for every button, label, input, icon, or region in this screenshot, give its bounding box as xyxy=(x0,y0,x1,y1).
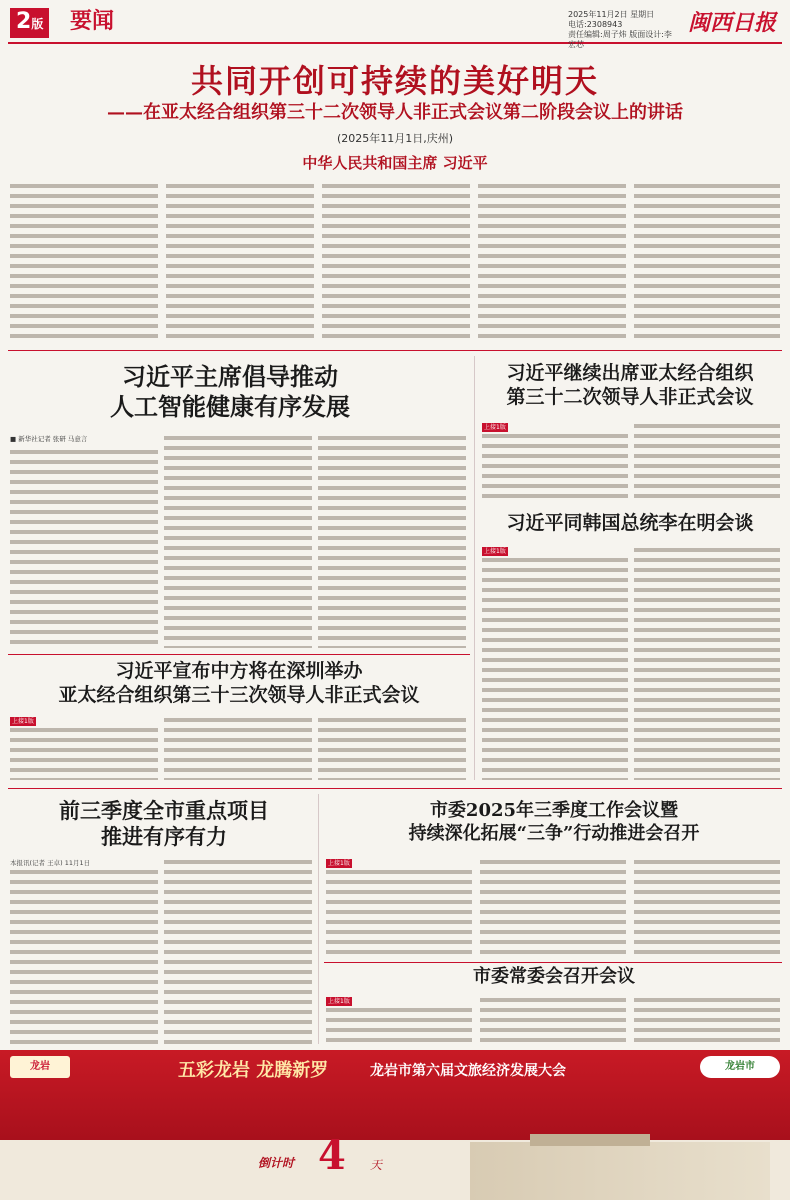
ai-article-source: ■ 新华社记者 张研 马意言 xyxy=(10,435,88,443)
divider xyxy=(324,962,782,963)
shenzhen-body-col-1 xyxy=(10,716,158,780)
masthead xyxy=(8,6,782,49)
divider xyxy=(8,788,782,789)
section-name: 要闻 xyxy=(70,9,115,34)
divider xyxy=(318,794,319,1044)
issue-date: 2025年11月2日 星期日 xyxy=(568,10,655,19)
ad-countdown-label: 倒计时 xyxy=(258,1156,295,1170)
ai-title-line-2: 人工智能健康有序发展 xyxy=(110,392,350,421)
lead-byline: 中华人民共和国主席 习近平 xyxy=(302,154,488,172)
apec-attend-body-col-1 xyxy=(482,422,628,502)
apec-attend-body-col-2 xyxy=(634,422,780,502)
editors: 责任编辑:周子炜 版面设计:李宏芯 xyxy=(568,30,672,49)
page-number: 2版 xyxy=(10,8,49,38)
work-meeting-title xyxy=(326,800,782,845)
ad-countdown-days: 4 xyxy=(318,1132,346,1179)
work-meeting-title-line-2: 持续深化拓展“三争”行动推进会召开 xyxy=(408,822,700,844)
ad-banner xyxy=(0,1050,790,1200)
projects-body-col-1 xyxy=(10,858,158,1044)
apec-attend-title-line-1: 习近平继续出席亚太经合组织 xyxy=(506,362,754,384)
ad-right-logo: 龙岩市 xyxy=(700,1056,780,1078)
projects-source: 本报讯(记者 王卓) 11月1日 xyxy=(10,859,91,867)
korea-body-col-1 xyxy=(482,546,628,780)
ad-building-illustration xyxy=(470,1142,770,1200)
work-meeting-body-col-1 xyxy=(326,858,472,958)
shenzhen-title-line-2: 亚太经合组织第三十三次领导人非正式会议 xyxy=(58,683,420,706)
ai-title-line-1: 习近平主席倡导推动 xyxy=(122,362,338,391)
projects-title-line-2: 推进有序有力 xyxy=(101,824,227,850)
work-meeting-title-line-1: 市委2025年三季度工作会议暨 xyxy=(429,800,679,821)
shenzhen-title-line-1: 习近平宣布中方将在深圳举办 xyxy=(115,660,363,682)
date-block xyxy=(568,10,678,50)
lead-subheadline: ——在亚太经合组织第三十二次领导人非正式会议第二阶段会议上的讲话 xyxy=(107,102,683,123)
lead-body-col-4 xyxy=(478,182,626,342)
lead-body-col-2 xyxy=(166,182,314,342)
lead-dateline: (2025年11月1日,庆州) xyxy=(336,132,454,145)
divider xyxy=(8,654,470,655)
work-meeting-body-col-2 xyxy=(480,858,626,958)
ai-article-title xyxy=(20,362,440,422)
lead-body-col-1 xyxy=(10,182,158,342)
ai-body-col-1 xyxy=(10,448,158,648)
standing-body-col-2 xyxy=(480,996,626,1044)
ad-title: 五彩龙岩 龙腾新罗 xyxy=(178,1060,329,1081)
standing-body-col-3 xyxy=(634,996,780,1044)
continued-tag: 上接1版 xyxy=(328,860,350,867)
lead-body-col-5 xyxy=(634,182,780,342)
continued-tag: 上接1版 xyxy=(484,548,506,555)
ai-body-col-2 xyxy=(164,434,312,648)
continued-tag: 上接1版 xyxy=(328,998,350,1005)
shenzhen-body-col-3 xyxy=(318,716,466,780)
lead-headline: 共同开创可持续的美好明天 xyxy=(190,62,599,100)
ad-countdown-unit: 天 xyxy=(370,1158,383,1172)
continued-tag: 上接1版 xyxy=(12,718,34,725)
projects-article-title xyxy=(14,798,314,851)
ad-left-logo: 龙岩 xyxy=(10,1056,70,1078)
paper-logo: 闽西日报 xyxy=(688,10,777,36)
divider xyxy=(474,356,475,780)
ad-subtitle: 龙岩市第六届文旅经济发展大会 xyxy=(370,1063,566,1079)
apec-attend-title-line-2: 第三十二次领导人非正式会议 xyxy=(506,385,754,408)
projects-title-line-1: 前三季度全市重点项目 xyxy=(59,798,269,823)
work-meeting-body-col-3 xyxy=(634,858,780,958)
continued-tag: 上接1版 xyxy=(484,424,506,431)
projects-body-col-2 xyxy=(164,858,312,1044)
lead-body-col-3 xyxy=(322,182,470,342)
ai-body-col-3 xyxy=(318,434,466,648)
standing-body-col-1 xyxy=(326,996,472,1044)
korea-article-title: 习近平同韩国总统李在明会谈 xyxy=(506,512,754,534)
shenzhen-article-title xyxy=(14,660,464,708)
shenzhen-body-col-2 xyxy=(164,716,312,780)
korea-body-col-2 xyxy=(634,546,780,780)
apec-attend-title xyxy=(480,362,780,410)
standing-committee-title: 市委常委会召开会议 xyxy=(473,966,635,987)
divider xyxy=(8,350,782,351)
phone: 电话:2308943 xyxy=(568,20,623,29)
